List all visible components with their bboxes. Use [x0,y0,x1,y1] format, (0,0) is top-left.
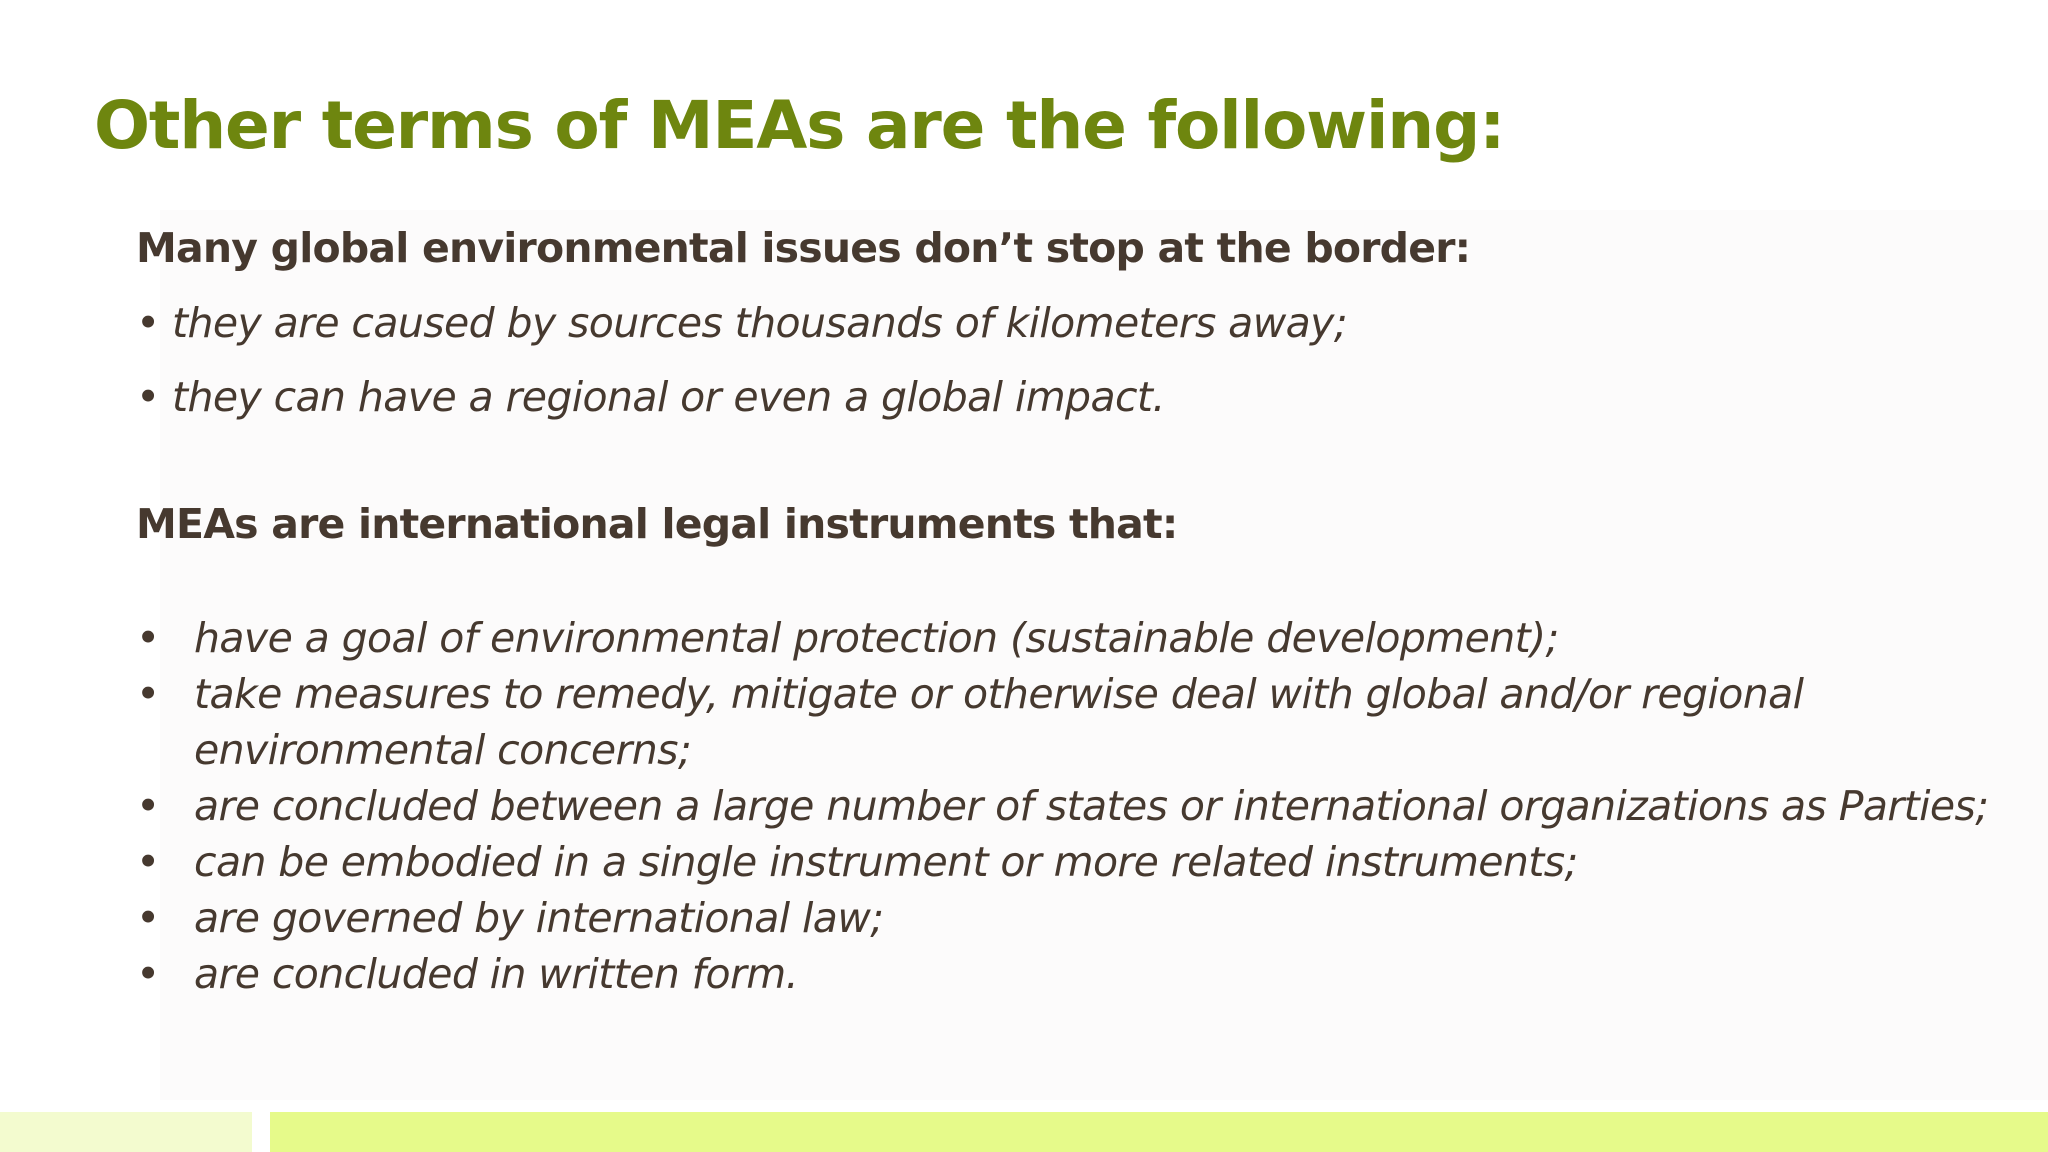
section-heading-mea-definition: MEAs are international legal instruments that: [136,500,1178,548]
bullet-icon: • [136,670,160,718]
list-item-text: are governed by international law; [194,894,884,942]
list-item [136,778,1989,834]
border-issues-list [136,286,1347,434]
list-item [136,286,1347,360]
bullet-icon: • [136,950,160,998]
bullet-icon: • [136,614,160,662]
footer-band-left [0,1112,252,1152]
list-item [136,610,1989,666]
list-item [136,666,1989,778]
section-heading-border-issues: Many global environmental issues don’t stop at the border: [136,224,1471,272]
list-item [136,834,1989,890]
list-item [136,890,1989,946]
list-item-text: they are caused by sources thousands of kilometers away; [172,299,1348,347]
bullet-icon: • [136,373,160,421]
list-item-text: take measures to remedy, mitigate or otherwise deal with global and/or regional [194,670,1804,718]
list-item [136,946,1989,1002]
bullet-icon: • [136,299,160,347]
bullet-icon: • [136,838,160,886]
slide-title: Other terms of MEAs are the following: [94,87,1505,164]
bullet-icon: • [136,782,160,830]
list-item-text: are concluded between a large number of states or international organizations as Parties; [194,782,1989,830]
list-item-text: can be embodied in a single instrument or more related instruments; [194,838,1578,886]
list-item-text-continued: environmental concerns; [194,726,692,774]
list-item-text: have a goal of environmental protection (sustainable development); [194,614,1559,662]
footer-band-accent [270,1112,2048,1152]
mea-characteristics-list [136,610,1989,1002]
list-item-text: they can have a regional or even a global impact. [172,373,1165,421]
bullet-icon: • [136,894,160,942]
list-item [136,360,1347,434]
list-item-text: are concluded in written form. [194,950,799,998]
